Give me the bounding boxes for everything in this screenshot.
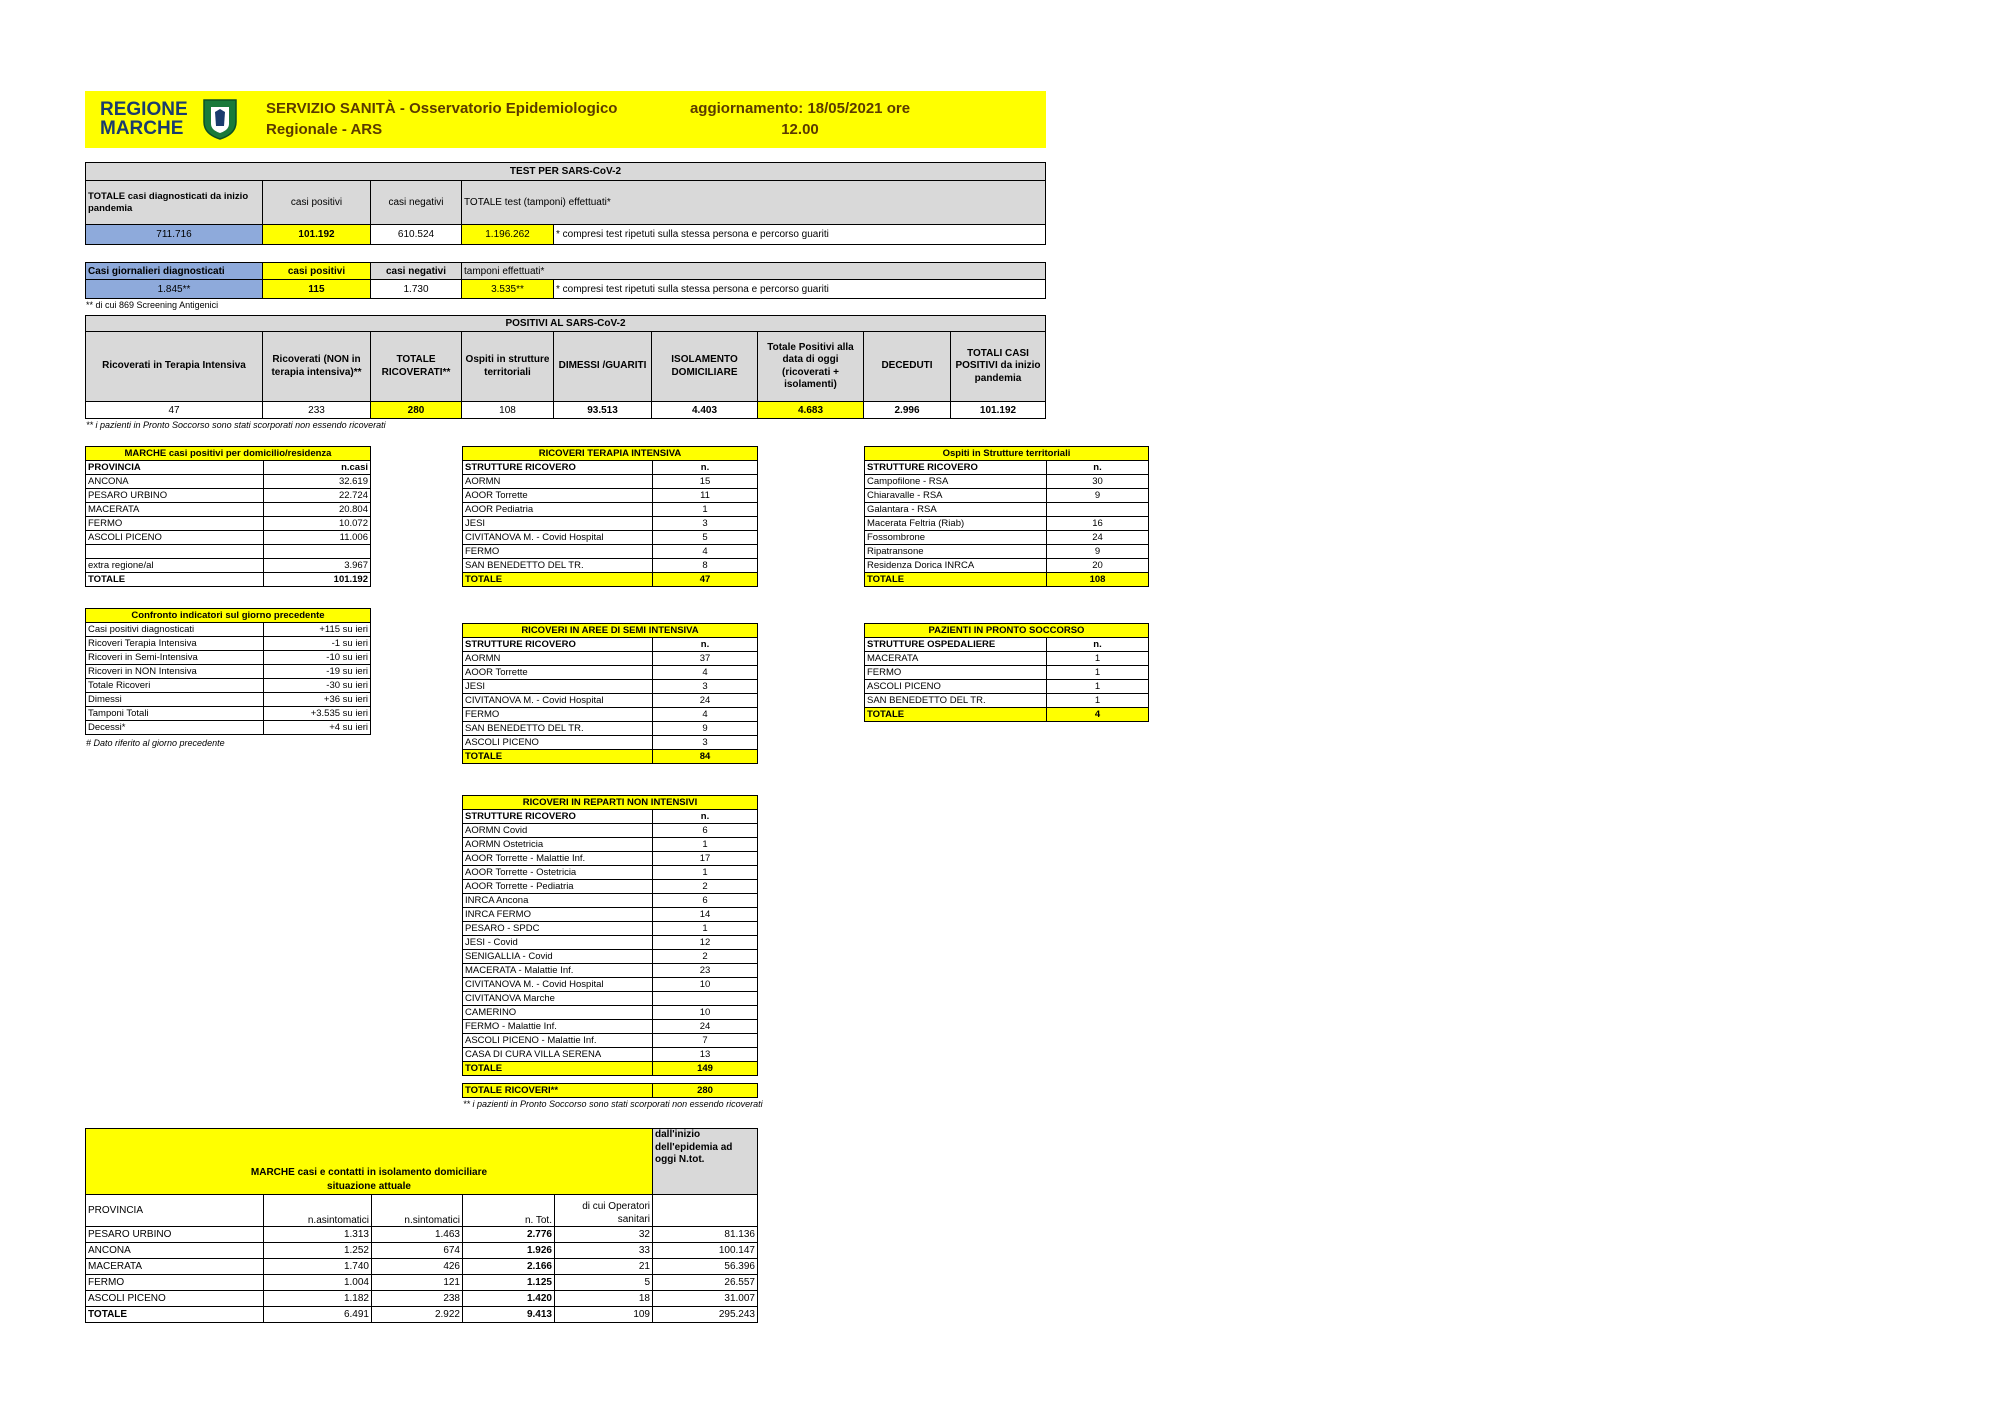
iso-header-prov: PROVINCIA [86,1195,264,1227]
iso-header-empty [653,1195,758,1227]
table-cell: -30 su ieri [264,679,371,693]
table-cell: 13 [653,1048,758,1062]
table-cell: 4 [653,545,758,559]
ni-title: RICOVERI IN REPARTI NON INTENSIVI [463,796,758,810]
table-row: MACERATA [86,503,264,517]
test-value-negativi: 610.524 [371,225,462,245]
daily-value-negativi: 1.730 [371,280,462,299]
test-value-totale: 711.716 [86,225,263,245]
table-cell: 56.396 [653,1259,758,1275]
table-cell: 33 [555,1243,653,1259]
table-row: Campofilone - RSA [865,475,1047,489]
table-cell: 1.740 [264,1259,372,1275]
table-cell: 2.166 [463,1259,555,1275]
table-cell: 15 [653,475,758,489]
table-row: AORMN [463,652,653,666]
logo-text-line1: REGIONE [100,99,188,120]
table-cell: 1 [653,503,758,517]
positivi-value-1: 233 [263,402,371,419]
positivi-header-1: Ricoverati (NON in terapia intensiva)** [263,332,371,402]
ni-header-name: STRUTTURE RICOVERO [463,810,653,824]
ti-header-count: n. [653,461,758,475]
province-total-value: 101.192 [264,573,371,587]
si-header-count: n. [653,638,758,652]
iso-header-tot: n. Tot. [463,1195,555,1227]
table-row: AOOR Torrette - Ostetricia [463,866,653,880]
positivi-value-5: 4.403 [652,402,758,419]
table-row: Residenza Dorica INRCA [865,559,1047,573]
daily-header-negativi: casi negativi [371,263,462,280]
table-cell: 1.125 [463,1275,555,1291]
table-cell: 1.313 [264,1227,372,1243]
positivi-value-2: 280 [371,402,462,419]
table-row: SAN BENEDETTO DEL TR. [865,694,1047,708]
daily-footnote: ** di cui 869 Screening Antigenici [86,300,219,310]
ospiti-header-count: n. [1047,461,1149,475]
table-cell: 1.004 [264,1275,372,1291]
table-cell: 1 [1047,680,1149,694]
table-cell: 9 [1047,489,1149,503]
table-row: JESI - Covid [463,936,653,950]
table-row: Ricoveri in Semi-Intensiva [86,651,264,665]
table-cell: 16 [1047,517,1149,531]
table-cell: 12 [653,936,758,950]
table-row: AOOR Torrette - Pediatria [463,880,653,894]
table-cell: +3.535 su ieri [264,707,371,721]
table-row: PESARO URBINO [86,1227,264,1243]
logo-text-line2: MARCHE [100,118,184,139]
iso-title-2: situazione attuale [86,1180,653,1195]
test-header-positivi: casi positivi [263,181,371,225]
table-row: MACERATA - Malattie Inf. [463,964,653,978]
daily-table [85,262,1046,299]
test-value-tamponi: 1.196.262 [462,225,554,245]
table-row: AOOR Torrette [463,489,653,503]
positivi-header-0: Ricoverati in Terapia Intensiva [86,332,263,402]
daily-value-positivi: 115 [263,280,371,299]
table-row: FERMO [86,1275,264,1291]
positivi-header-5: ISOLAMENTO DOMICILIARE [652,332,758,402]
table-cell: 238 [372,1291,463,1307]
table-cell: 32 [555,1227,653,1243]
table-row: Totale Ricoveri [86,679,264,693]
ps-title: PAZIENTI IN PRONTO SOCCORSO [865,624,1149,638]
totale-ricoveri-table [462,1083,758,1098]
table-cell: 100.147 [653,1243,758,1259]
update-timestamp [660,98,940,140]
table-cell: 4 [653,708,758,722]
positivi-table [85,315,1046,419]
daily-value-totale: 1.845** [86,280,263,299]
ospiti-title: Ospiti in Strutture territoriali [865,447,1149,461]
table-cell: 1.252 [264,1243,372,1259]
region-logo [98,98,240,142]
iso-header-op: di cui Operatori sanitari [555,1195,653,1227]
table-cell [653,992,758,1006]
table-cell: +115 su ieri [264,623,371,637]
table-row: AOOR Torrette - Malattie Inf. [463,852,653,866]
table-cell: 9 [653,722,758,736]
table-cell: 18 [555,1291,653,1307]
ni-total-value: 149 [653,1062,758,1076]
table-cell: 24 [653,694,758,708]
table-cell: 1 [653,922,758,936]
table-row: PESARO URBINO [86,489,264,503]
positivi-header-2: TOTALE RICOVERATI** [371,332,462,402]
table-row: AORMN Covid [463,824,653,838]
table-cell: 32.619 [264,475,371,489]
table-cell: 1 [653,838,758,852]
confronto-title: Confronto indicatori sul giorno precedente [86,609,371,623]
confronto-note: # Dato riferito al giorno precedente [86,738,225,748]
table-row: AOOR Pediatria [463,503,653,517]
ps-header-count: n. [1047,638,1149,652]
table-cell: 109 [555,1307,653,1323]
table-cell: 9 [1047,545,1149,559]
table-row: Galantara - RSA [865,503,1047,517]
table-cell: 1 [1047,694,1149,708]
positivi-title: POSITIVI AL SARS-CoV-2 [86,316,1046,332]
table-row: MACERATA [86,1259,264,1275]
ospiti-header-name: STRUTTURE RICOVERO [865,461,1047,475]
table-cell: 1 [1047,666,1149,680]
province-title: MARCHE casi positivi per domicilio/residenza [86,447,371,461]
table-row: ASCOLI PICENO [86,1291,264,1307]
iso-title-1: MARCHE casi e contatti in isolamento domiciliare [86,1165,653,1180]
positivi-value-7: 2.996 [864,402,951,419]
update-line1: aggiornamento: 18/05/2021 ore [689,100,911,117]
table-cell: 11 [653,489,758,503]
table-cell: 30 [1047,475,1149,489]
table-row: CAMERINO [463,1006,653,1020]
si-title: RICOVERI IN AREE DI SEMI INTENSIVA [463,624,758,638]
isolamento-table [85,1128,758,1323]
table-row: Ripatransone [865,545,1047,559]
table-cell: 121 [372,1275,463,1291]
table-cell: 8 [653,559,758,573]
table-row: Fossombrone [865,531,1047,545]
table-cell: 2.776 [463,1227,555,1243]
service-title-line2: Regionale - ARS [266,121,383,138]
table-cell: 24 [653,1020,758,1034]
test-header-totale: TOTALE casi diagnosticati da inizio pandemia [86,181,263,225]
positivi-value-3: 108 [462,402,554,419]
table-cell: 7 [653,1034,758,1048]
iso-title-spacer [86,1129,653,1165]
table-cell: 26.557 [653,1275,758,1291]
table-row: PESARO - SPDC [463,922,653,936]
ospiti-total-label: TOTALE [865,573,1047,587]
table-row: ASCOLI PICENO [86,531,264,545]
confronto-table [85,608,371,735]
table-row: Dimessi [86,693,264,707]
table-cell: 11.006 [264,531,371,545]
table-row: FERMO [463,545,653,559]
positivi-value-0: 47 [86,402,263,419]
ti-header-name: STRUTTURE RICOVERO [463,461,653,475]
table-row: FERMO [86,517,264,531]
iso-side-header: dall'inizio dell'epidemia ad oggi N.tot. [653,1129,758,1195]
positivi-value-4: 93.513 [554,402,652,419]
table-row: Ricoveri Terapia Intensiva [86,637,264,651]
table-row: Ricoveri in NON Intensiva [86,665,264,679]
terapia-intensiva-table [462,446,758,587]
table-cell: 17 [653,852,758,866]
table-cell: 5 [653,531,758,545]
positivi-note: ** i pazienti in Pronto Soccorso sono stati scorporati non essendo ricoverati [86,420,386,430]
table-cell: 10 [653,1006,758,1020]
table-cell: 20 [1047,559,1149,573]
table-row: AORMN [463,475,653,489]
service-title-line1: SERVIZIO SANITÀ - Osservatorio Epidemiologico [266,100,618,117]
non-intensivi-table [462,795,758,1076]
table-cell: 21 [555,1259,653,1275]
table-cell: +36 su ieri [264,693,371,707]
table-cell: 22.724 [264,489,371,503]
table-cell: 3.967 [264,559,371,573]
table-row: MACERATA [865,652,1047,666]
table-cell: 81.136 [653,1227,758,1243]
table-cell: 9.413 [463,1307,555,1323]
table-cell: 1.463 [372,1227,463,1243]
table-cell: 1.420 [463,1291,555,1307]
table-row: extra regione/al [86,559,264,573]
table-row: Decessi* [86,721,264,735]
table-row: CIVITANOVA M. - Covid Hospital [463,978,653,992]
table-cell: 37 [653,652,758,666]
table-row: CIVITANOVA M. - Covid Hospital [463,694,653,708]
ti-total-label: TOTALE [463,573,653,587]
table-row: SENIGALLIA - Covid [463,950,653,964]
pronto-soccorso-table [864,623,1149,722]
daily-note: * compresi test ripetuti sulla stessa persona e percorso guariti [554,280,1046,299]
table-cell [1047,503,1149,517]
ti-total-value: 47 [653,573,758,587]
table-cell: 20.804 [264,503,371,517]
table-cell: 2.922 [372,1307,463,1323]
table-cell: 295.243 [653,1307,758,1323]
totale-ricoveri-label: TOTALE RICOVERI** [463,1084,653,1098]
table-row [86,545,264,559]
positivi-header-3: Ospiti in strutture territoriali [462,332,554,402]
test-header-tamponi: TOTALE test (tamponi) effettuati* [462,181,1046,225]
table-cell: 1 [1047,652,1149,666]
semi-intensiva-table [462,623,758,764]
test-title: TEST PER SARS-CoV-2 [86,163,1046,181]
table-row: CIVITANOVA Marche [463,992,653,1006]
table-cell: 5 [555,1275,653,1291]
ps-header-name: STRUTTURE OSPEDALIERE [865,638,1047,652]
table-row: Casi positivi diagnosticati [86,623,264,637]
table-cell: 1.182 [264,1291,372,1307]
table-cell: +4 su ieri [264,721,371,735]
table-cell: 6 [653,894,758,908]
table-row: AORMN Ostetricia [463,838,653,852]
test-header-negativi: casi negativi [371,181,462,225]
table-row: ASCOLI PICENO - Malattie Inf. [463,1034,653,1048]
table-row: FERMO [865,666,1047,680]
service-title [266,98,617,140]
table-row: AOOR Torrette [463,666,653,680]
update-line2: 12.00 [781,121,819,138]
table-row: SAN BENEDETTO DEL TR. [463,559,653,573]
table-cell: 2 [653,880,758,894]
table-row: INRCA FERMO [463,908,653,922]
table-row: JESI [463,517,653,531]
table-cell: 1 [653,866,758,880]
positivi-header-7: DECEDUTI [864,332,951,402]
daily-value-tamponi: 3.535** [462,280,554,299]
table-row: ASCOLI PICENO [463,736,653,750]
table-cell: 31.007 [653,1291,758,1307]
table-row: SAN BENEDETTO DEL TR. [463,722,653,736]
table-row: Chiaravalle - RSA [865,489,1047,503]
ospiti-table [864,446,1149,587]
table-cell: -10 su ieri [264,651,371,665]
table-cell: 14 [653,908,758,922]
table-row: CASA DI CURA VILLA SERENA [463,1048,653,1062]
positivi-header-4: DIMESSI /GUARITI [554,332,652,402]
ps-total-value: 4 [1047,708,1149,722]
table-row: FERMO [463,708,653,722]
table-row: INRCA Ancona [463,894,653,908]
table-cell: 10 [653,978,758,992]
table-cell: 23 [653,964,758,978]
province-table [85,446,371,587]
province-total-label: TOTALE [86,573,264,587]
ni-total-label: TOTALE [463,1062,653,1076]
table-row: TOTALE [86,1307,264,1323]
test-note: * compresi test ripetuti sulla stessa persona e percorso guariti [554,225,1046,245]
positivi-header-8: TOTALI CASI POSITIVI da inizio pandemia [951,332,1046,402]
table-cell: 426 [372,1259,463,1275]
region-shield-icon [202,98,238,140]
ospiti-total-value: 108 [1047,573,1149,587]
ps-total-label: TOTALE [865,708,1047,722]
positivi-value-8: 101.192 [951,402,1046,419]
province-header-count: n.casi [264,461,371,475]
daily-header-tamponi: tamponi effettuati* [462,263,1046,280]
table-row: JESI [463,680,653,694]
table-cell: 6 [653,824,758,838]
daily-header-label: Casi giornalieri diagnosticati [86,263,263,280]
totale-ricoveri-note: ** i pazienti in Pronto Soccorso sono stati scorporati non essendo ricoverati [463,1099,763,1109]
ti-title: RICOVERI TERAPIA INTENSIVA [463,447,758,461]
table-cell: 10.072 [264,517,371,531]
table-cell: 4 [653,666,758,680]
table-cell [264,545,371,559]
table-cell: 674 [372,1243,463,1259]
ni-header-count: n. [653,810,758,824]
table-cell: 24 [1047,531,1149,545]
table-row: FERMO - Malattie Inf. [463,1020,653,1034]
positivi-value-6: 4.683 [758,402,864,419]
iso-header-asint: n.asintomatici [264,1195,372,1227]
table-row: Tamponi Totali [86,707,264,721]
iso-header-sint: n.sintomatici [372,1195,463,1227]
table-row: ANCONA [86,1243,264,1259]
table-cell: 3 [653,680,758,694]
table-row: ANCONA [86,475,264,489]
si-total-value: 84 [653,750,758,764]
table-cell: 3 [653,736,758,750]
positivi-header-6: Totale Positivi alla data di oggi (ricoverati + isolamenti) [758,332,864,402]
table-cell: 1.926 [463,1243,555,1259]
daily-header-positivi: casi positivi [263,263,371,280]
test-table [85,162,1046,245]
table-cell: -1 su ieri [264,637,371,651]
totale-ricoveri-value: 280 [653,1084,758,1098]
si-header-name: STRUTTURE RICOVERO [463,638,653,652]
table-cell: 3 [653,517,758,531]
table-row: Macerata Feltria (Riab) [865,517,1047,531]
table-row: ASCOLI PICENO [865,680,1047,694]
table-row: CIVITANOVA M. - Covid Hospital [463,531,653,545]
table-cell: -19 su ieri [264,665,371,679]
table-cell: 6.491 [264,1307,372,1323]
test-value-positivi: 101.192 [263,225,371,245]
province-header-name: PROVINCIA [86,461,264,475]
si-total-label: TOTALE [463,750,653,764]
table-cell: 2 [653,950,758,964]
